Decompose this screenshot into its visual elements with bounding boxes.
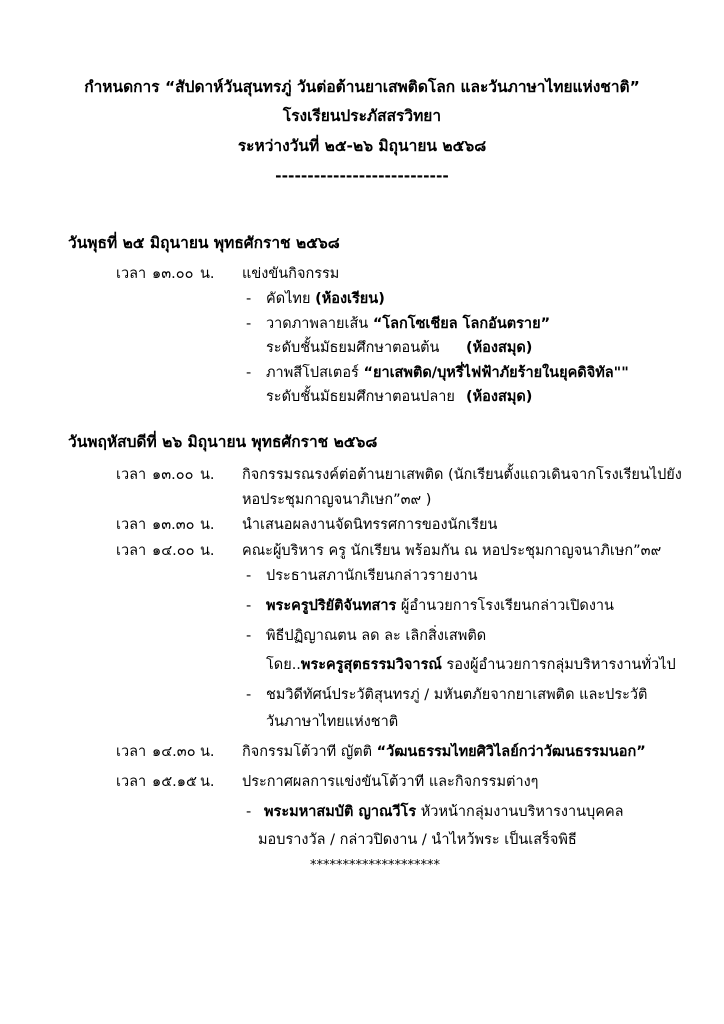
list-item-cont: วันภาษาไทยแห่งชาติ: [266, 714, 399, 730]
list-item: [266, 314, 550, 334]
list-item-dash: -: [246, 687, 252, 703]
slot-time-label: เวลา: [116, 517, 147, 533]
person-name: พระมหาสมบัติ ญาณวีโร: [264, 804, 417, 820]
slot-time: ๑๔.๐๐: [152, 543, 195, 559]
debate-motion: “วัฒนธรรมไทยศิวิไลย์กว่าวัฒนธรรมนอก”: [376, 744, 646, 760]
list-item: [266, 655, 676, 675]
item-theme: “โลกโซเชียล โลกอันตราย”: [372, 316, 551, 332]
slot-time-label: เวลา: [116, 744, 147, 760]
day1-heading: วันพุธที่ ๒๕ มิถุนายน พุทธศักราช ๒๕๖๘: [68, 234, 340, 252]
day1-time-label: เวลา: [116, 266, 147, 282]
item-level: ระดับชั้นมัธยมศึกษาตอนปลาย: [266, 389, 455, 405]
slot-time-label: เวลา: [116, 774, 147, 790]
slot-time-unit: น.: [200, 744, 215, 760]
date-range: ระหว่างวันที่ ๒๕-๒๖ มิถุนายน ๒๕๖๘: [237, 137, 487, 155]
item-location: (ห้องเรียน): [315, 291, 385, 307]
list-item: ประธานสภานักเรียนกล่าวรายงาน: [266, 568, 478, 584]
person-role: หัวหน้ากลุ่มงานบริหารงานบุคคล: [416, 804, 624, 820]
slot-activity: กิจกรรมรณรงค์ต่อต้านยาเสพติด (นักเรียนตั้งแถวเดินจากโรงเรียนไปยัง: [242, 467, 682, 483]
slot-time-unit: น.: [200, 774, 215, 790]
slot-time: ๑๓.๐๐: [152, 467, 194, 483]
list-item-dash: -: [246, 804, 252, 820]
list-item: [266, 596, 614, 616]
slot-time: ๑๓.๓๐: [152, 517, 195, 533]
item-theme: “ยาเสพติด/บุหรี่ไฟฟ้าภัยร้ายในยุคดิจิทัล"": [363, 365, 629, 381]
slot-time-label: เวลา: [116, 543, 147, 559]
list-item-dash: -: [246, 316, 252, 332]
list-item-dash: -: [246, 628, 252, 644]
day1-time-unit: น.: [200, 266, 215, 282]
day1-activity: แข่งขันกิจกรรม: [242, 266, 340, 282]
slot-activity-cont: หอประชุมกาญจนาภิเษก”๓๙ ): [242, 492, 432, 508]
header-divider: ---------------------------: [275, 167, 449, 185]
day1-time: ๑๓.๐๐: [152, 266, 194, 282]
day2-heading: วันพฤหัสบดีที่ ๒๖ มิถุนายน พุทธศักราช ๒๕๖๘: [68, 433, 378, 451]
end-mark: ********************: [310, 858, 440, 873]
slot-time-unit: น.: [200, 543, 215, 559]
person-name: พระครูปริยัติจันทสาร: [266, 598, 397, 614]
slot-activity: [242, 742, 646, 762]
person-role: รองผู้อำนวยการกลุ่มบริหารงานทั่วไป: [441, 657, 676, 673]
slot-time-unit: น.: [200, 517, 215, 533]
slot-activity: ประกาศผลการแข่งขันโต้วาที และกิจกรรมต่างๆ: [242, 774, 539, 790]
slot-time: ๑๕.๑๕: [152, 774, 197, 790]
item-location: (ห้องสมุด): [466, 389, 533, 405]
list-item-dash: -: [246, 598, 252, 614]
list-item-dash: -: [246, 365, 252, 381]
slot-activity: คณะผู้บริหาร ครู นักเรียน พร้อมกัน ณ หอประชุมกาญจนาภิเษก”๓๙: [242, 543, 662, 559]
item-location: (ห้องสมุด): [466, 340, 533, 356]
list-item: [264, 802, 624, 822]
slot-activity: นำเสนอผลงานจัดนิทรรศการของนักเรียน: [242, 517, 498, 533]
list-item: [266, 363, 629, 383]
slot-time: ๑๔.๓๐: [152, 744, 196, 760]
item-text: ภาพสีโปสเตอร์: [266, 365, 359, 381]
activity-text: กิจกรรมโต้วาที ญัตติ: [242, 744, 373, 760]
closing-activities: มอบรางวัล / กล่าวปิดงาน / นำไหว้พระ เป็นเสร็จพิธี: [258, 832, 577, 848]
item-prefix: โดย..: [266, 657, 301, 673]
person-name: พระครูสุตธรรมวิจารณ์: [300, 657, 442, 673]
slot-time-label: เวลา: [116, 467, 147, 483]
item-level: ระดับชั้นมัธยมศึกษาตอนต้น: [266, 340, 440, 356]
list-item-dash: -: [246, 568, 252, 584]
slot-time-unit: น.: [200, 467, 215, 483]
school-name: โรงเรียนประภัสสรวิทยา: [282, 107, 442, 125]
list-item-dash: -: [246, 291, 252, 307]
document-title: กำหนดการ “สัปดาห์วันสุนทรภู่ วันต่อต้านยาเสพติดโลก และวันภาษาไทยแห่งชาติ”: [84, 78, 640, 96]
list-item: [266, 289, 385, 309]
item-text: วาดภาพลายเส้น: [266, 316, 369, 332]
item-text: คัดไทย: [266, 291, 311, 307]
list-item: พิธีปฏิญาณตน ลด ละ เลิกสิ่งเสพติด: [266, 628, 487, 644]
person-role: ผู้อำนวยการโรงเรียนกล่าวเปิดงาน: [396, 598, 614, 614]
list-item: ชมวิดีทัศน์ประวัติสุนทรภู่ / มหันตภัยจากยาเสพติด และประวัติ: [266, 687, 648, 703]
